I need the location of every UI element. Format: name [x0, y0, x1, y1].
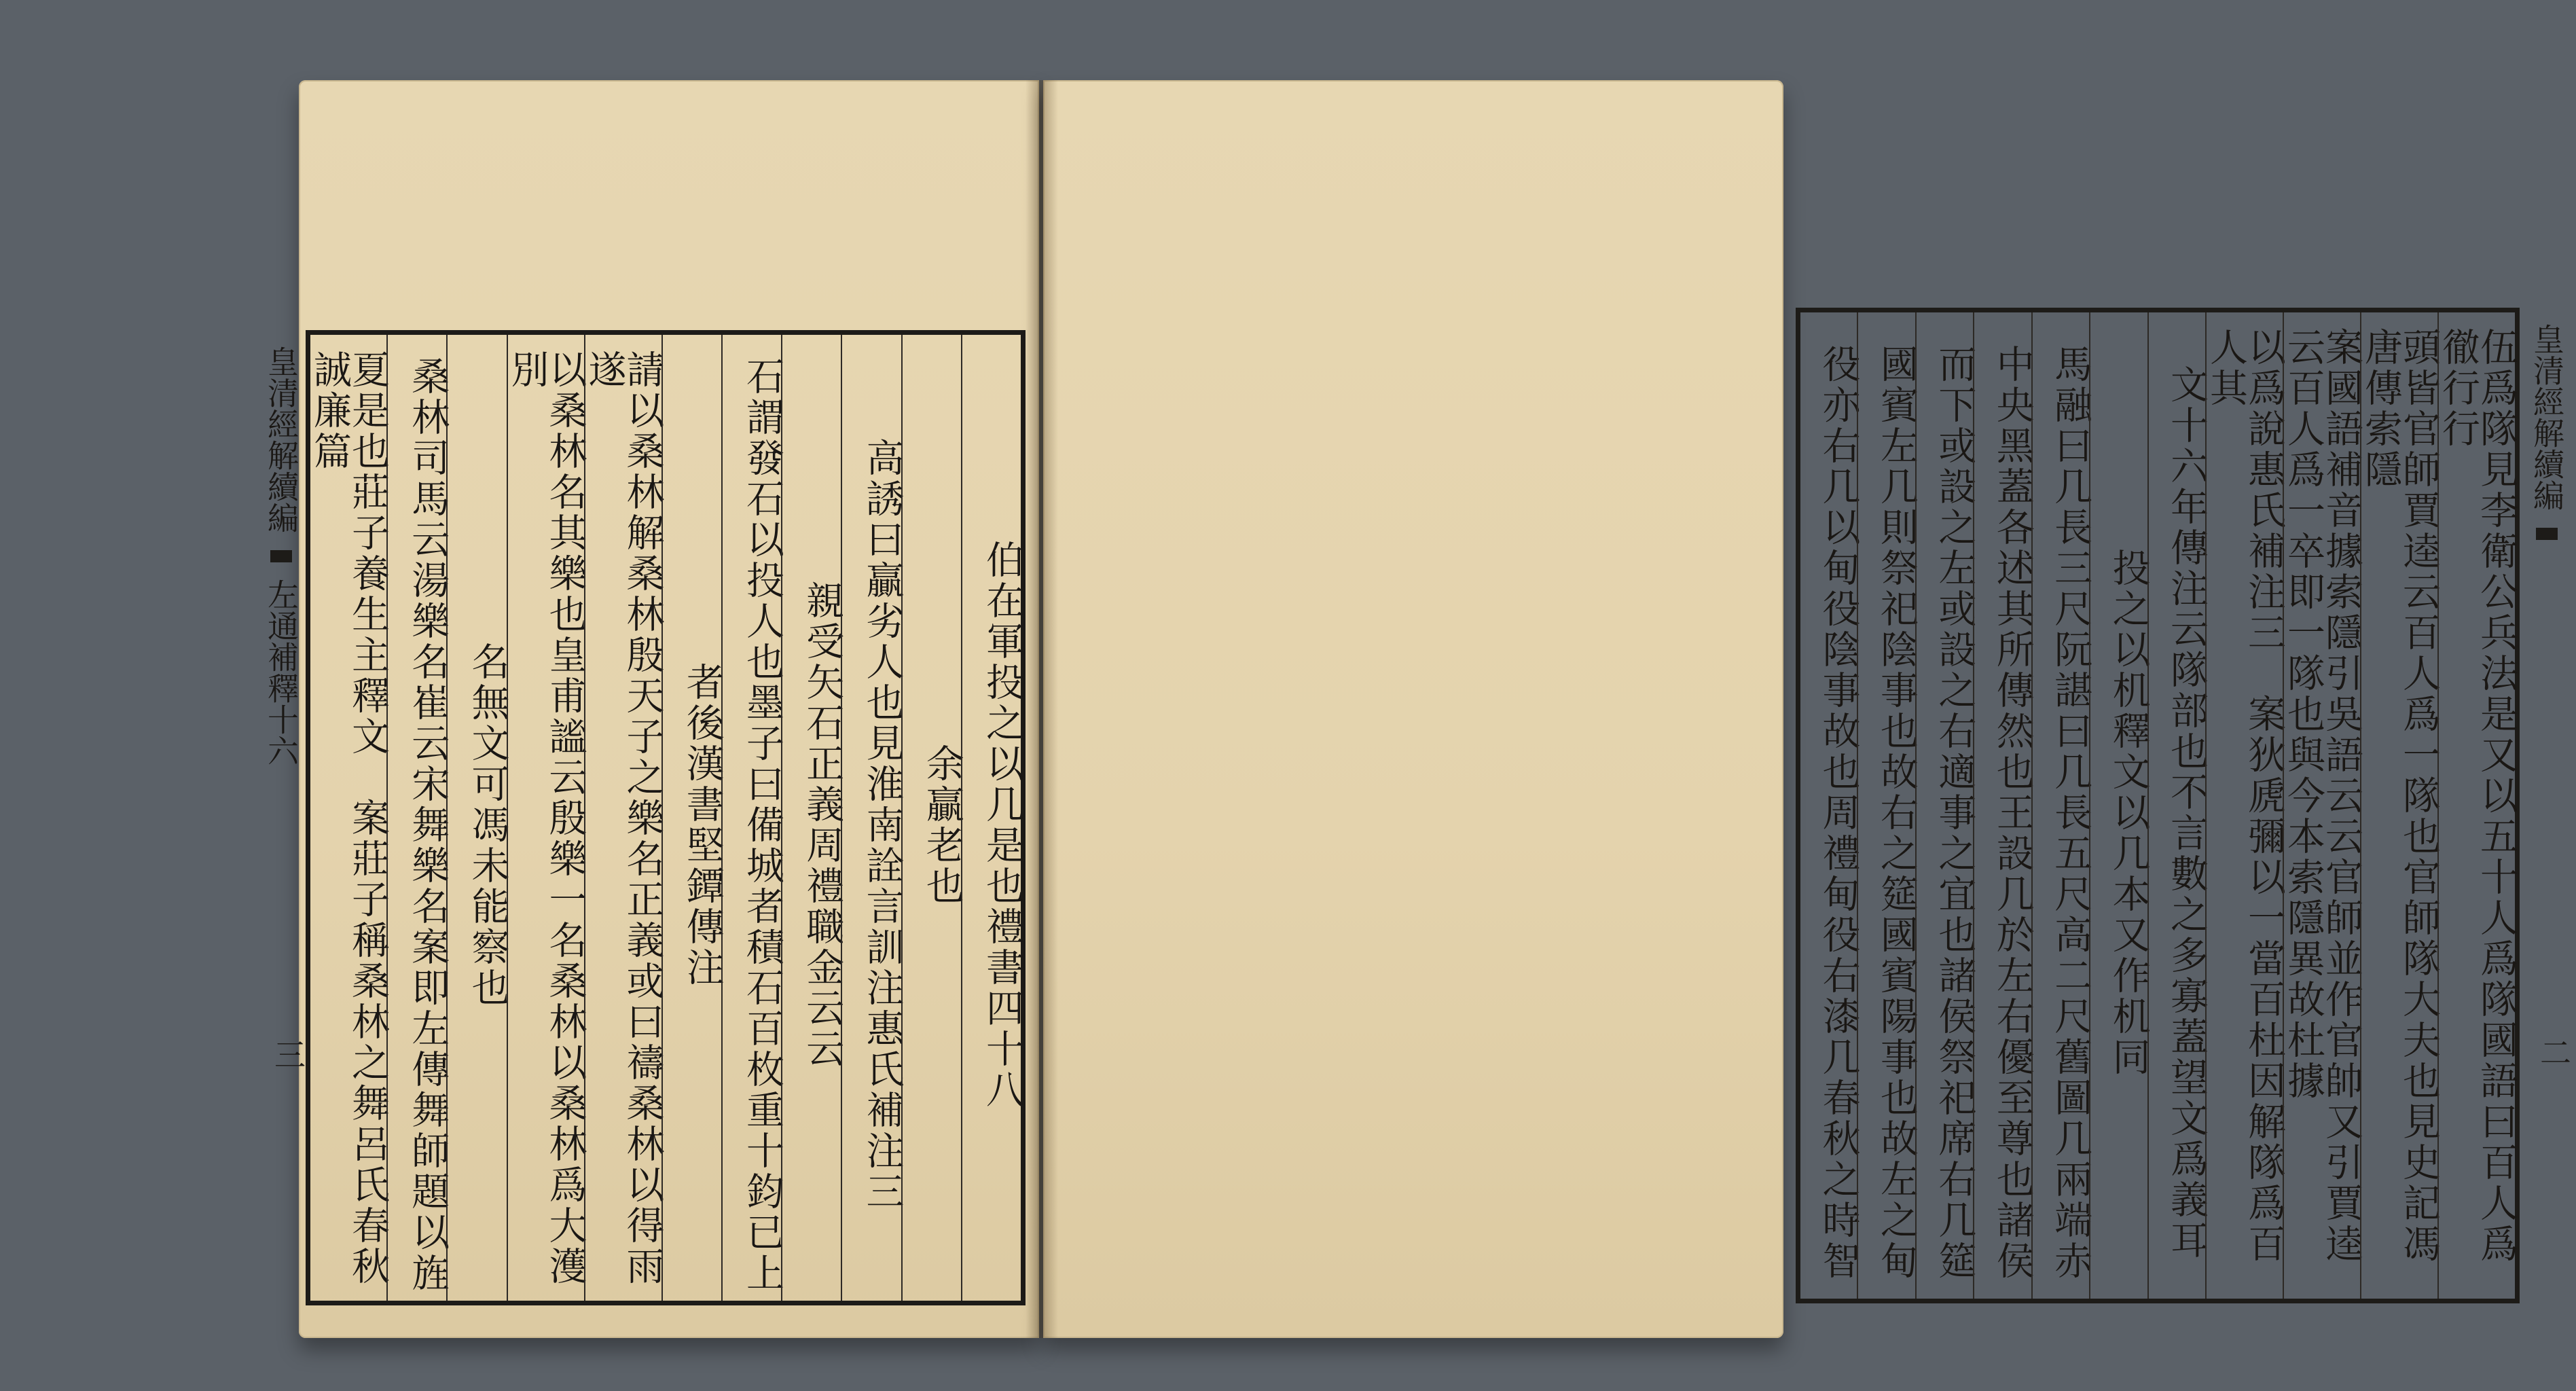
right-margin-strip — [2522, 312, 2572, 1299]
text-column: 以爲說惠氏補注三 案狄虒彌以一當百杜因解隊爲百人其 — [2205, 312, 2283, 1299]
text-column: 桑林司馬云湯樂名崔云宋舞樂名案即左傳舞師題以旌 — [386, 335, 446, 1301]
text-column: 頭皆官師賈逵云百人爲一隊也官師隊大夫也見史記馮唐傳索隱 — [2360, 312, 2437, 1299]
text-column: 余贏老也 — [901, 335, 961, 1301]
right-columns — [1800, 312, 2518, 1299]
fish-tail-mark-icon — [2536, 528, 2558, 540]
left-page — [263, 80, 1039, 1338]
text-column: 以桑林名其樂也皇甫謐云殷樂一名桑林以桑林爲大濩別 — [507, 335, 584, 1301]
text-column: 伍爲隊見李衛公兵法是又以五十人爲隊國語曰百人爲徹行行 — [2437, 312, 2515, 1299]
left-page-number: 三 — [270, 1038, 306, 1070]
left-columns — [308, 335, 1024, 1301]
text-column: 案國語補音據索隱引吳語云云官師並作官帥又引賈逵云百人爲一卒即一隊也與今本索隱異故杜據 — [2283, 312, 2360, 1299]
left-margin-chapter: 左通補釋十六 — [263, 579, 300, 767]
text-column: 馬融曰几長三尺阮諶曰几長五尺高二尺舊圖几兩端赤 — [2031, 312, 2089, 1299]
text-column: 役亦右几以甸役陰事故也周禮甸役右漆几春秋之時智 — [1816, 344, 1861, 1282]
left-margin-strip — [256, 335, 304, 1301]
right-page-number: 二 — [2535, 1036, 2572, 1068]
right-page — [1043, 80, 2572, 1338]
left-text-frame — [263, 330, 1026, 1305]
text-column: 親受矢石正義周禮職金云云 — [781, 335, 841, 1301]
text-column: 國賓左几則祭祀陰事也故右之筵國賓陽事也故左之甸 — [1857, 312, 1915, 1299]
text-column: 請以桑林解桑林殷天子之樂名正義或曰禱桑林以得雨遂 — [584, 335, 661, 1301]
left-margin-title: 皇清經解續編 — [263, 346, 300, 533]
text-column: 文十六年傳注云隊部也不言數之多寡蓋望文爲義耳 — [2147, 312, 2205, 1299]
text-column: 名無文可馮未能察也 — [446, 335, 506, 1301]
text-column: 者後漢書堅鐔傳注 — [661, 335, 721, 1301]
text-column: 夏是也莊子養生主釋文 案莊子稱桑林之舞呂氏春秋誠廉篇 — [308, 350, 390, 1287]
text-column: 投之以机釋文以几本又作机同 — [2089, 312, 2147, 1299]
right-margin-title: 皇清經解續編 — [2528, 323, 2565, 511]
right-text-frame — [1796, 308, 2572, 1303]
open-book — [263, 80, 2572, 1338]
book-gutter — [1026, 80, 1058, 1338]
text-column: 中央黑蓋各述其所傳然也王設几於左右優至尊也諸侯 — [1973, 312, 2031, 1299]
text-column: 高誘曰贏劣人也見淮南詮言訓注惠氏補注三 — [841, 335, 901, 1301]
fish-tail-mark-icon — [270, 550, 292, 562]
text-column: 石謂發石以投人也墨子曰備城者積石百枚重十鈞已上 — [721, 335, 781, 1301]
text-column: 而下或設之左或設之右適事之宜也諸侯祭祀席右几筵 — [1915, 312, 1973, 1299]
text-column: 伯在軍投之以几是也禮書四十八 — [961, 335, 1021, 1301]
